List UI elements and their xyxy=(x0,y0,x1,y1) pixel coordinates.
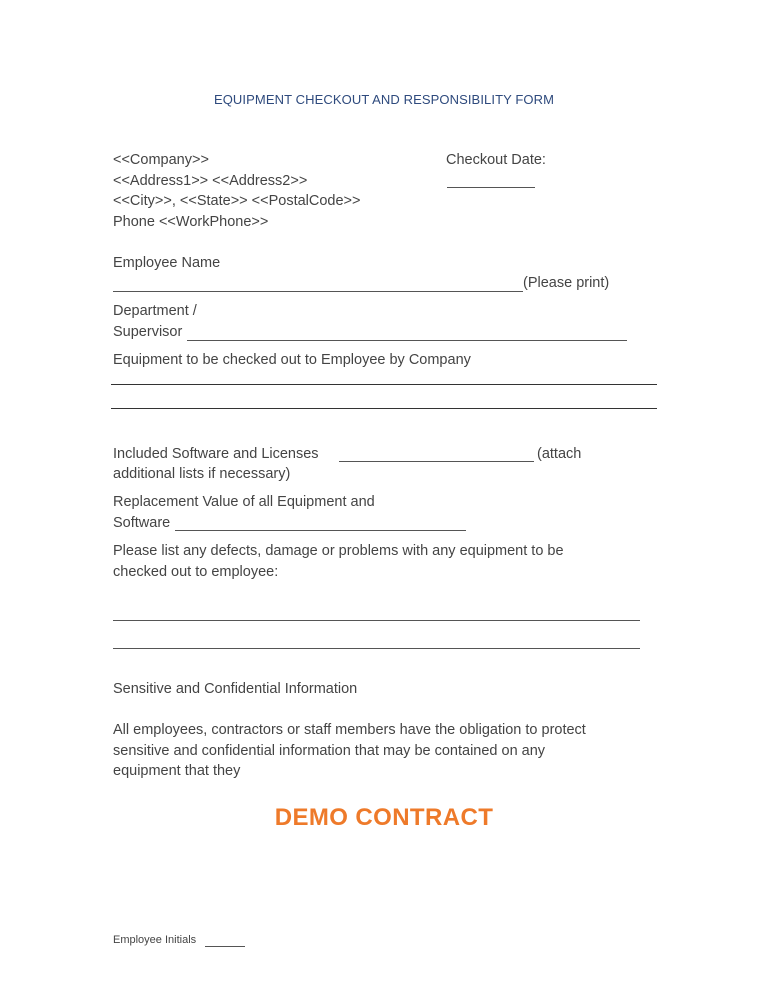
software-additional-text: additional lists if necessary) xyxy=(113,466,291,482)
defects-label-line1: Please list any defects, damage or problems with any equipment to be xyxy=(113,543,564,559)
employee-name-label: Employee Name xyxy=(113,255,221,271)
software-blank[interactable] xyxy=(339,461,534,462)
city-state-zip-placeholder: <<City>>, <<State>> <<PostalCode>> xyxy=(113,193,361,209)
replacement-label: Replacement Value of all Equipment and xyxy=(113,494,375,510)
employee-name-blank[interactable] xyxy=(113,291,523,292)
address-placeholder: <<Address1>> <<Address2>> xyxy=(113,173,308,189)
equipment-line-1[interactable] xyxy=(111,384,657,385)
replacement-blank[interactable] xyxy=(175,530,466,531)
form-title: EQUIPMENT CHECKOUT AND RESPONSIBILITY FORM xyxy=(213,92,555,107)
equipment-label: Equipment to be checked out to Employee by Company xyxy=(113,352,471,368)
company-placeholder: <<Company>> xyxy=(113,152,209,168)
sensitive-heading: Sensitive and Confidential Information xyxy=(113,681,358,697)
defects-line-1[interactable] xyxy=(113,620,640,621)
department-label: Department / xyxy=(113,303,197,319)
employee-initials-label: Employee Initials xyxy=(113,934,197,946)
equipment-line-2[interactable] xyxy=(111,408,657,409)
please-print-hint: (Please print) xyxy=(523,275,610,291)
sensitive-text-line3: equipment that they xyxy=(113,763,241,779)
sensitive-text-line1: All employees, contractors or staff members have the obligation to protect xyxy=(113,722,586,738)
checkout-date-label: Checkout Date: xyxy=(446,152,546,168)
checkout-date-blank[interactable] xyxy=(447,187,535,188)
sensitive-text-line2: sensitive and confidential information that may be contained on any xyxy=(113,743,546,759)
software-label: Included Software and Licenses xyxy=(113,446,319,462)
employee-initials-blank[interactable] xyxy=(205,946,245,947)
demo-contract-watermark: DEMO CONTRACT xyxy=(274,804,494,831)
supervisor-label: Supervisor xyxy=(113,324,183,340)
supervisor-blank[interactable] xyxy=(187,340,627,341)
replacement-software-label: Software xyxy=(113,515,171,531)
phone-placeholder: Phone <<WorkPhone>> xyxy=(113,214,269,230)
software-attach-text: (attach xyxy=(537,446,582,462)
defects-label-line2: checked out to employee: xyxy=(113,564,279,580)
defects-line-2[interactable] xyxy=(113,648,640,649)
